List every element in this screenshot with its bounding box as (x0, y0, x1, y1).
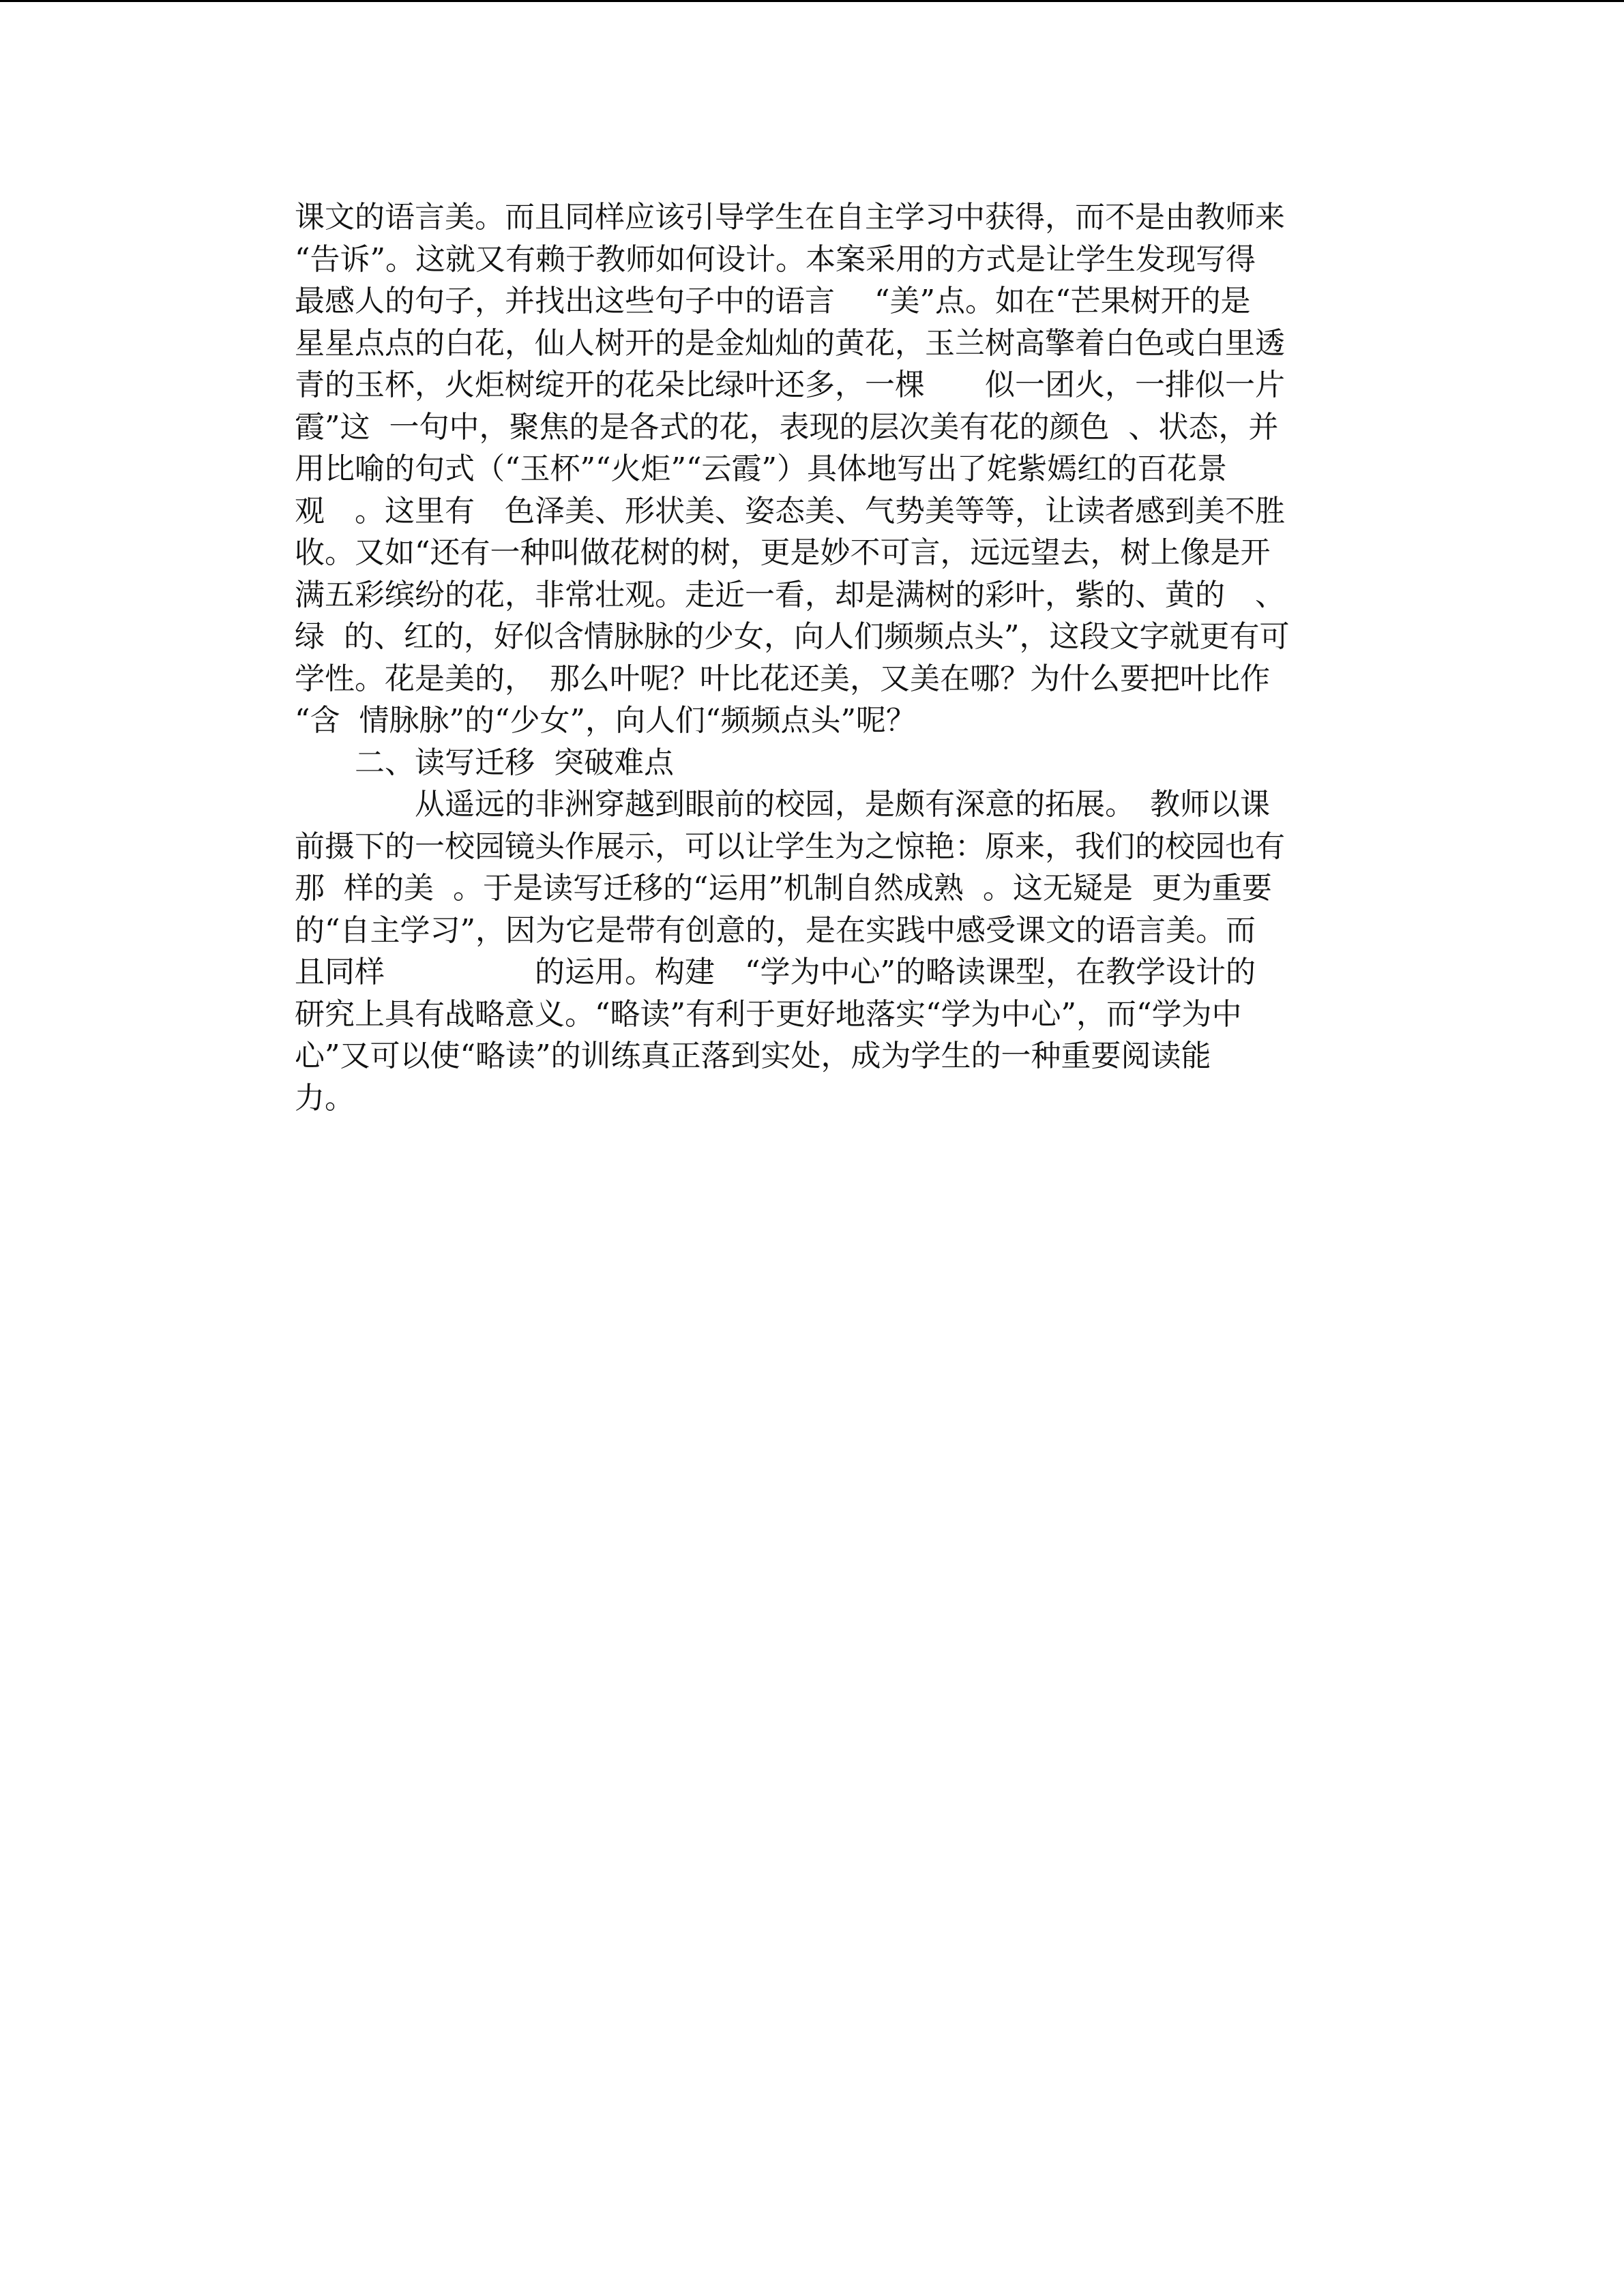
text-line: 最感人的句子，并找出这些句子中的语言 “美”点。如在“芒果树开的是 (295, 284, 1251, 318)
text-line: 从遥远的非洲穿越到眼前的校园，是颇有深意的拓展。 教师以课 (295, 787, 1270, 822)
text-line: 绿 的、红的，好似含情脉脉的少女，向人们频频点头”，这段文字就更有可 (295, 619, 1290, 654)
text-line: 观 。这里有 色泽美、形状美、姿态美、气势美等等，让读者感到美不胜 (295, 493, 1285, 528)
text-line: 力。 (295, 1080, 355, 1116)
text-line: 星星点点的白花，仙人树开的是金灿灿的黄花，玉兰树高擎着白色或白里透 (295, 325, 1285, 361)
text-line: 学性。花是美的， 那么叶呢？叶比花还美，又美在哪？为什么要把叶比作 (295, 661, 1270, 696)
text-line: 课文的语言美。而且同样应该引导学生在自主学习中获得，而不是由教师来 (295, 200, 1285, 235)
text-line: 研究上具有战略意义。“略读”有利于更好地落实“学为中心”，而“学为中 (295, 996, 1242, 1032)
text-line: 青的玉杯，火炬树绽开的花朵比绿叶还多，一棵 似一团火，一排似一片 (295, 368, 1285, 402)
text-line: 前摄下的一校园镜头作展示，可以让学生为之惊艳：原来，我们的校园也有 (295, 829, 1285, 864)
document-body (295, 196, 1383, 1119)
text-line: 收。又如“还有一种叫做花树的树，更是妙不可言，远远望去，树上像是开 (295, 535, 1271, 570)
text-line: “告诉”。这就又有赖于教师如何设计。本案采用的方式是让学生发现写得 (295, 241, 1256, 277)
text-line: 且同样 的运用。构建 “学为中心”的略读课型，在教学设计的 (295, 955, 1256, 989)
page-top-border (0, 0, 1624, 2)
text-line: 满五彩缤纷的花，非常壮观。走近一看，却是满树的彩叶，紫的、黄的 、 (295, 577, 1285, 612)
text-line: 心”又可以使“略读”的训练真正落到实处，成为学生的一种重要阅读能 (295, 1039, 1211, 1073)
section-heading: 二、读写迁移 突破难点 (295, 745, 674, 780)
text-line: 的“自主学习”，因为它是带有创意的，是在实践中感受课文的语言美。而 (295, 912, 1256, 948)
text-line: “含 情脉脉”的“少女”，向人们“频频点头”呢？ (295, 703, 916, 738)
text-line: 那 样的美 。于是读写迁移的“运用”机制自然成熟 。这无疑是 更为重要 (295, 871, 1272, 906)
text-line: 霞”这 一句中，聚焦的是各式的花，表现的层次美有花的颜色 、状态，并 (295, 409, 1279, 445)
text-line: 用比喻的句式（“玉杯”“火炬”“云霞”）具体地写出了姹紫嫣红的百花景 (295, 451, 1227, 486)
